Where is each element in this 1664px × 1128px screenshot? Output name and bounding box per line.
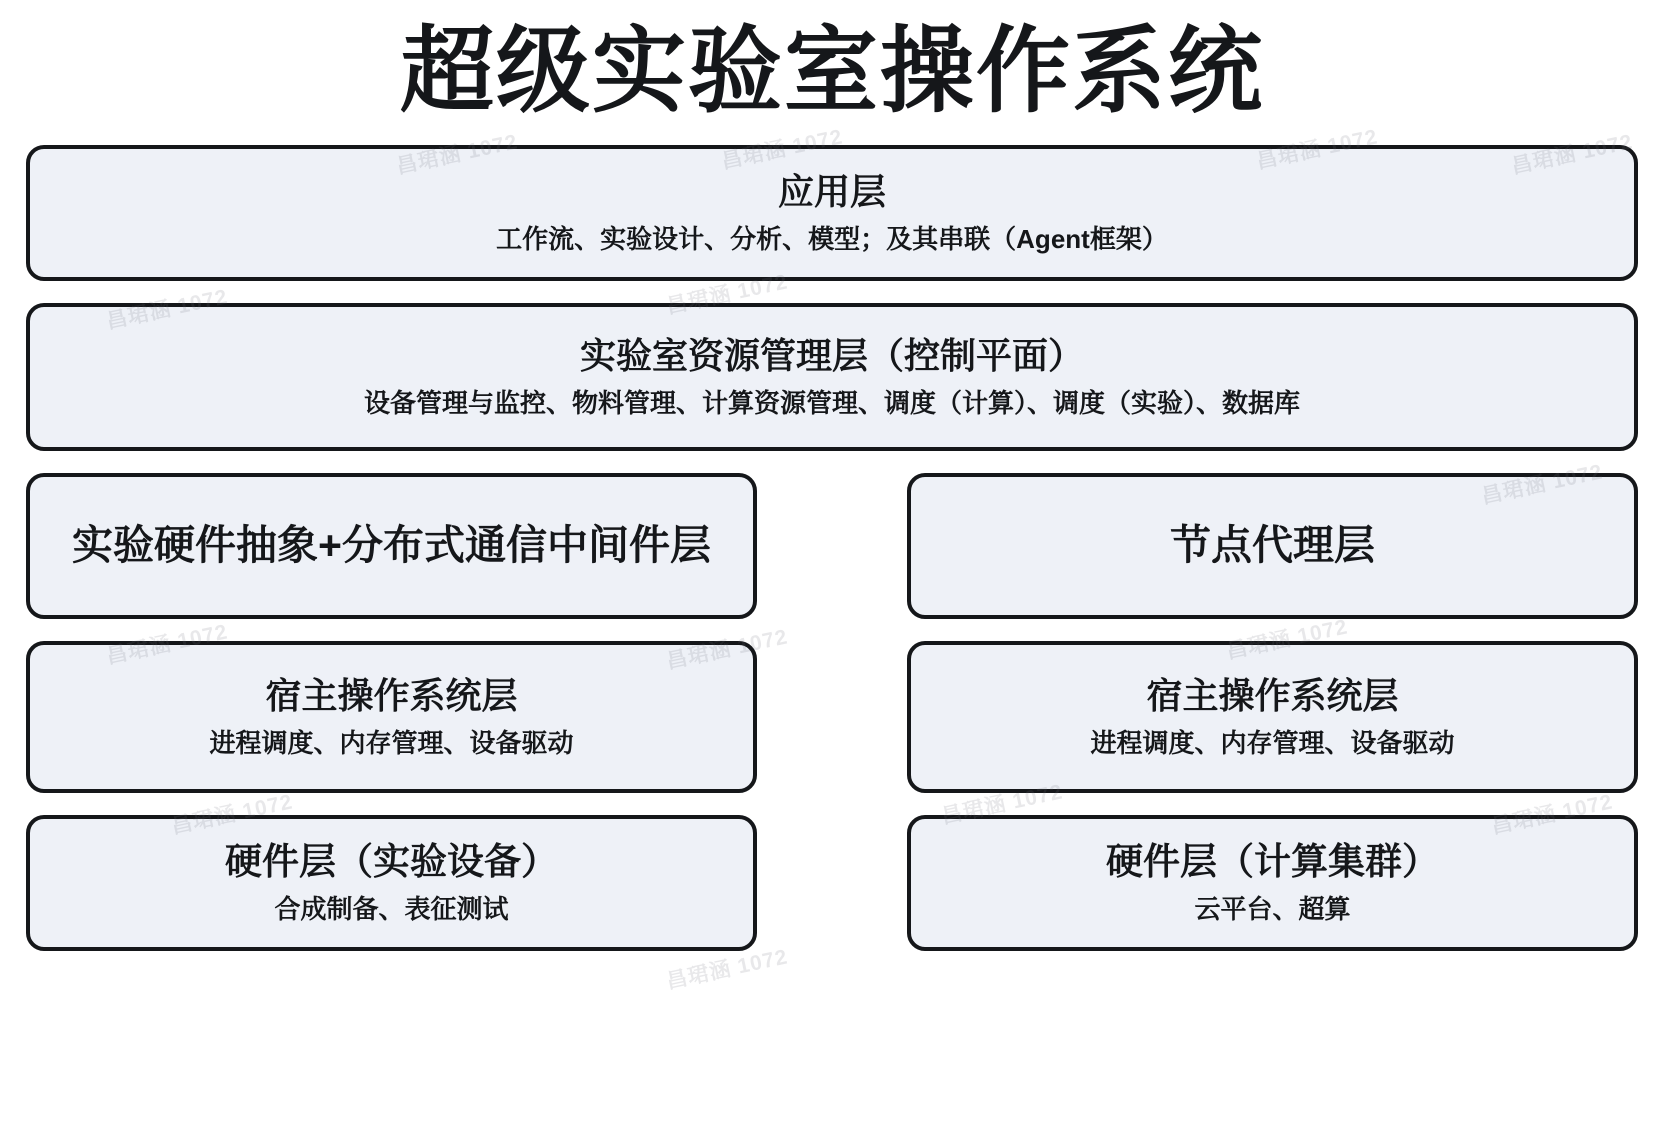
page-title: 超级实验室操作系统 (399, 18, 1264, 123)
layer-node-agent-label: 节点代理层 (1170, 522, 1375, 569)
layer-hardware-compute-cluster (907, 815, 1638, 951)
layer-resource-management-label: 实验室资源管理层（控制平面） (579, 334, 1084, 376)
row-middleware (26, 473, 1638, 619)
layer-host-os-right-detail: 进程调度、内存管理、设备驱动 (1090, 727, 1455, 758)
watermark-text: 昌珺涵 1072 (1224, 615, 1350, 664)
layer-host-os-right-label: 宿主操作系统层 (1146, 674, 1399, 716)
watermark-text: 昌珺涵 1072 (664, 945, 790, 994)
layer-hardware-compute-cluster-label: 硬件层（计算集群） (1106, 841, 1439, 883)
layer-hardware-lab-equipment (26, 815, 757, 951)
layer-hardware-lab-equipment-detail: 合成制备、表征测试 (274, 894, 509, 925)
layer-host-os-left (26, 641, 757, 793)
watermark-text: 昌珺涵 1072 (664, 270, 790, 319)
layer-hardware-abstraction (26, 473, 757, 619)
layer-resource-management (26, 303, 1638, 451)
layer-hardware-compute-cluster-detail: 云平台、超算 (1194, 894, 1351, 925)
watermark-text: 昌珺涵 1072 (939, 780, 1065, 829)
layer-hardware-abstraction-label: 实验硬件抽象+分布式通信中间件层 (72, 522, 711, 569)
row-host-os (26, 641, 1638, 793)
layer-node-agent (907, 473, 1638, 619)
row-hardware (26, 815, 1638, 951)
layer-host-os-left-detail: 进程调度、内存管理、设备驱动 (209, 727, 574, 758)
layer-application-detail: 工作流、实验设计、分析、模型；及其串联（Agent框架） (496, 223, 1168, 254)
watermark-text: 1072 (735, 625, 790, 659)
layer-host-os-left-label: 宿主操作系统层 (265, 674, 518, 716)
layer-resource-management-detail: 设备管理与监控、物料管理、计算资源管理、调度（计算）、调度（实验）、数据库 (363, 387, 1300, 418)
layer-hardware-lab-equipment-label: 硬件层（实验设备） (225, 841, 558, 883)
layer-application-label: 应用层 (777, 170, 886, 212)
layer-application (26, 145, 1638, 281)
diagram-page (0, 8, 1664, 1128)
layer-host-os-right (907, 641, 1638, 793)
